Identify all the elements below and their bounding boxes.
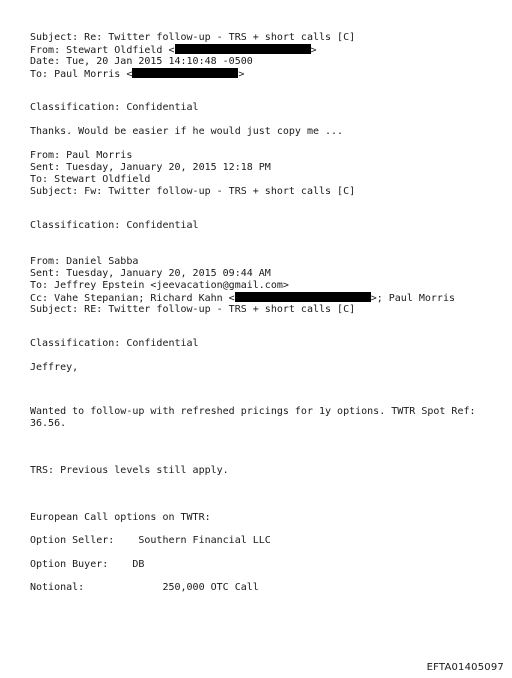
header-date: Date: Tue, 20 Jan 2015 14:10:48 -0500 bbox=[30, 56, 253, 67]
original-from: From: Daniel Sabba bbox=[30, 256, 139, 267]
redaction-box bbox=[235, 292, 371, 302]
header-subject: Subject: Re: Twitter follow-up - TRS + short calls [C] bbox=[30, 32, 356, 43]
greeting: Jeffrey, bbox=[30, 362, 79, 373]
option-notional: Notional: 250,000 OTC Call bbox=[30, 582, 259, 593]
original-cc-text: Cc: Vahe Stepanian; Richard Kahn < bbox=[30, 293, 235, 304]
body-line: 36.56. bbox=[30, 418, 67, 429]
forward-from: From: Paul Morris bbox=[30, 150, 133, 161]
forward-to: To: Stewart Oldfield bbox=[30, 174, 151, 185]
reply-body: Thanks. Would be easier if he would just copy me ... bbox=[30, 126, 344, 137]
original-subject: Subject: RE: Twitter follow-up - TRS + short calls [C] bbox=[30, 304, 356, 315]
forward-subject: Subject: Fw: Twitter follow-up - TRS + short calls [C] bbox=[30, 186, 356, 197]
header-to-end: > bbox=[238, 69, 245, 80]
redaction-box bbox=[175, 44, 311, 54]
trs-line: TRS: Previous levels still apply. bbox=[30, 465, 229, 476]
original-to: To: Jeffrey Epstein <jeevacation@gmail.com> bbox=[30, 280, 289, 291]
header-from-text: From: Stewart Oldfield < bbox=[30, 45, 175, 56]
option-buyer: Option Buyer: DB bbox=[30, 559, 145, 570]
option-seller: Option Seller: Southern Financial LLC bbox=[30, 535, 271, 546]
original-sent: Sent: Tuesday, January 20, 2015 09:44 AM bbox=[30, 268, 271, 279]
header-to bbox=[30, 68, 244, 81]
document-id: EFTA01405097 bbox=[426, 662, 504, 673]
original-cc-end: >; Paul Morris bbox=[370, 293, 455, 304]
header-from-end: > bbox=[310, 45, 317, 56]
redaction-box bbox=[132, 68, 238, 78]
forward-sent: Sent: Tuesday, January 20, 2015 12:18 PM bbox=[30, 162, 271, 173]
body-line: Wanted to follow-up with refreshed pricings for 1y options. TWTR Spot Ref: bbox=[30, 406, 476, 417]
classification-label: Classification: Confidential bbox=[30, 102, 199, 113]
options-title: European Call options on TWTR: bbox=[30, 512, 211, 523]
classification-label: Classification: Confidential bbox=[30, 338, 199, 349]
classification-label: Classification: Confidential bbox=[30, 220, 199, 231]
header-to-text: To: Paul Morris < bbox=[30, 69, 133, 80]
